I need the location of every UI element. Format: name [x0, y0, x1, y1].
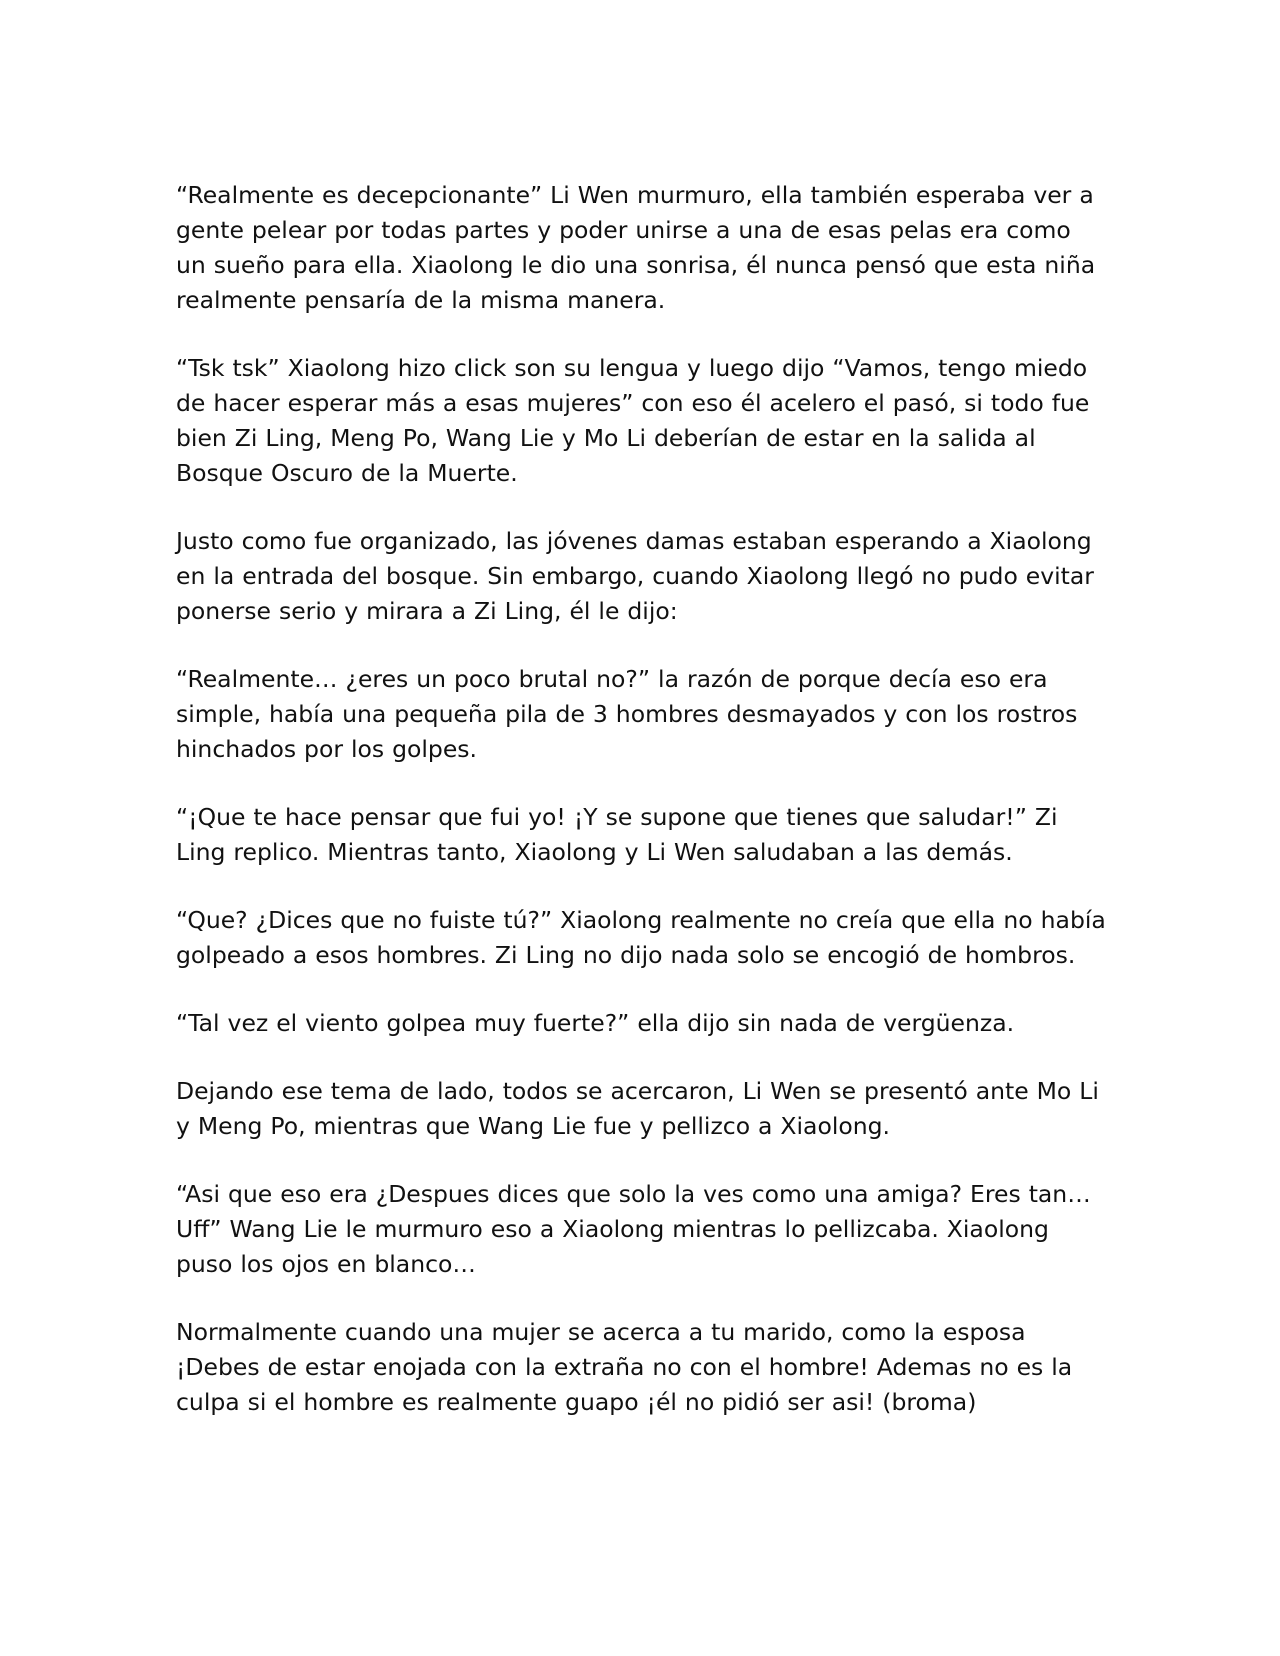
- paragraph: Justo como fue organizado, las jóvenes damas estaban esperando a Xiaolong en la entrada del bosque. Sin embargo, cuando Xiaolong llegó no pudo evitar ponerse serio y mirara a Zi Ling, él le dijo:: [176, 527, 1094, 625]
- paragraph: “Realmente… ¿eres un poco brutal no?” la razón de porque decía eso era simple, había una pequeña pila de 3 hombres desmayados y con los rostros hinchados por los golpes.: [176, 665, 1078, 763]
- paragraph: Normalmente cuando una mujer se acerca a tu marido, como la esposa ¡Debes de estar enojada con la extraña no con el hombre! Ademas no es la culpa si el hombre es realmente guapo ¡él no pidió ser asi! (broma): [176, 1318, 1073, 1416]
- paragraph: Dejando ese tema de lado, todos se acercaron, Li Wen se presentó ante Mo Li y Meng Po, mientras que Wang Lie fue y pellizco a Xiaolong.: [176, 1077, 1099, 1140]
- paragraph: “Asi que eso era ¿Despues dices que solo la ves como una amiga? Eres tan…Uff” Wang Lie le murmuro eso a Xiaolong mientras lo pellizcaba. Xiaolong puso los ojos en blanco…: [176, 1180, 1091, 1278]
- paragraph: “¡Que te hace pensar que fui yo! ¡Y se supone que tienes que saludar!” Zi Ling replico. Mientras tanto, Xiaolong y Li Wen saludaban a las demás.: [176, 803, 1058, 866]
- paragraph: “Tal vez el viento golpea muy fuerte?” ella dijo sin nada de vergüenza.: [176, 1009, 1015, 1037]
- paragraph: “Que? ¿Dices que no fuiste tú?” Xiaolong realmente no creía que ella no había golpeado a esos hombres. Zi Ling no dijo nada solo se encogió de hombros.: [176, 906, 1106, 969]
- paragraph: “Realmente es decepcionante” Li Wen murmuro, ella también esperaba ver a gente pelear por todas partes y poder unirse a una de esas pelas era como un sueño para ella. Xiaolong le dio una sonrisa, él nunca pensó que esta niña realmente pensaría de la misma manera.: [176, 181, 1096, 314]
- page-body: [176, 178, 1106, 1453]
- paragraph: “Tsk tsk” Xiaolong hizo click son su lengua y luego dijo “Vamos, tengo miedo de hacer esperar más a esas mujeres” con eso él acelero el pasó, si todo fue bien Zi Ling, Meng Po, Wang Lie y Mo Li deberían de estar en la salida al Bosque Oscuro de la Muerte.: [176, 354, 1090, 487]
